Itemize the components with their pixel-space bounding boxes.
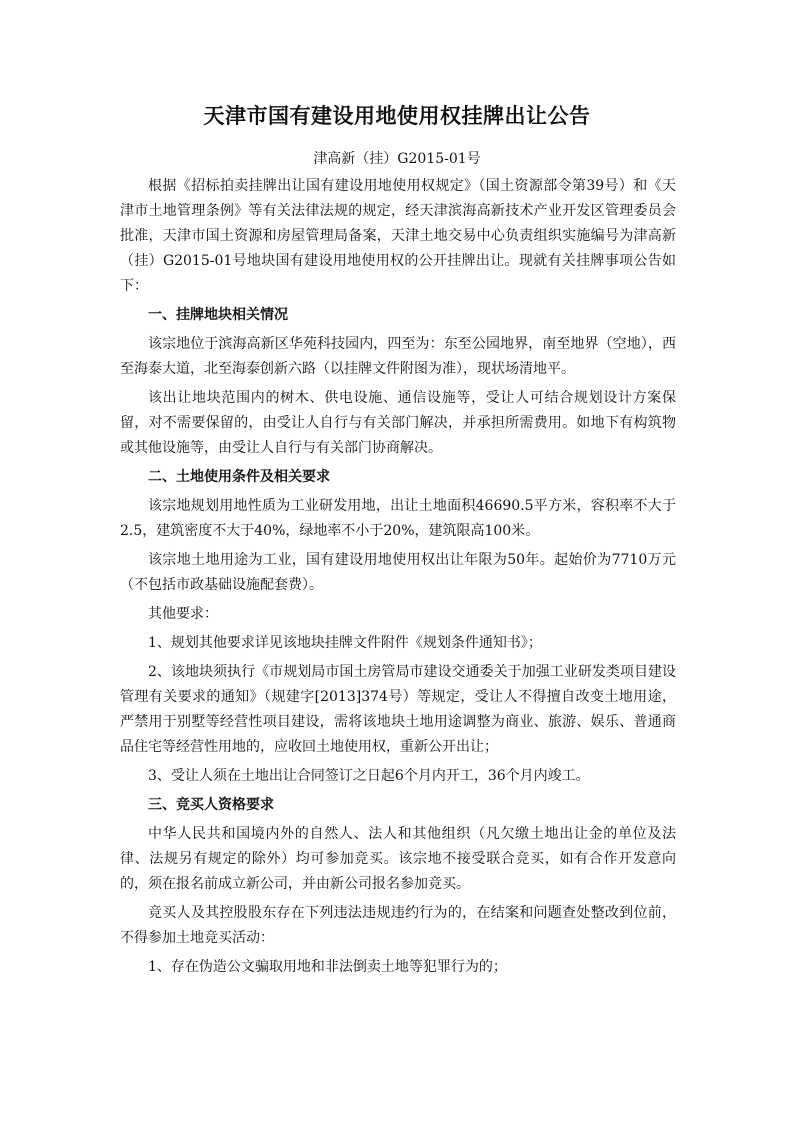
section1-heading: 一、挂牌地块相关情况 xyxy=(148,307,288,323)
other-requirements-label: 其他要求： xyxy=(148,606,218,622)
section2-heading: 二、土地使用条件及相关要求 xyxy=(148,469,330,485)
requirement-item-1: 1、规划其他要求详见该地块挂牌文件附件《规划条件通知书》； xyxy=(148,635,542,651)
section1-paragraph-2: 该出让地块范围内的树木、供电设施、通信设施等，受让人可结合规划设计方案保留，对不需要保留的，由受让人自行与有关部门解决，并承担所需费用。如地下有构筑物或其他设施等，由受让人自行与有关部门协商解决。 xyxy=(120,390,676,456)
section3-paragraph-2: 竞买人及其控股股东存在下列违法违规违约行为的，在结案和问题查处整改到位前，不得参加土地竞买活动： xyxy=(120,905,676,946)
section2-paragraph-1: 该宗地规划用地性质为工业研发用地，出让土地面积46690.5平方米，容积率不大于2.5，建筑密度不大于40%，绿地率不小于20%，建筑限高100米。 xyxy=(120,498,676,539)
section3-heading: 三、竞买人资格要求 xyxy=(148,797,274,813)
violation-item-1: 1、存在伪造公文骗取用地和非法倒卖土地等犯罪行为的； xyxy=(148,959,507,975)
section3-paragraph-1: 中华人民共和国境内外的自然人、法人和其他组织（凡欠缴土地出让金的单位及法律、法规另有规定的除外）均可参加竞买。该宗地不接受联合竞买，如有合作开发意向的，须在报名前成立新公司，并由新公司报名参加竞买。 xyxy=(120,826,676,892)
document-title: 天津市国有建设用地使用权挂牌出让公告 xyxy=(203,104,591,128)
requirement-item-2: 2、该地块须执行《市规划局市国土房管局市建设交通委关于加强工业研发类项目建设管理有关要求的通知》（规建字[2013]374号）等规定，受让人不得擅自改变土地用途，严禁用于别墅等经营性项目建设，需将该地块土地用途调整为商业、旅游、娱乐、普通商品住宅等经营性用地的，应收回土地使用权，重新公开出让； xyxy=(120,664,676,755)
section1-paragraph-1: 该宗地位于滨海高新区华苑科技园内，四至为：东至公园地界，南至地界（空地），西至海泰大道，北至海泰创新六路（以挂牌文件附图为准），现状场清地平。 xyxy=(120,336,676,377)
requirement-item-3: 3、受让人须在土地出让合同签订之日起6个月内开工，36个月内竣工。 xyxy=(148,768,590,784)
document-number: 津高新（挂）G2015-01号 xyxy=(313,151,481,167)
document-body xyxy=(120,174,676,980)
intro-paragraph: 根据《招标拍卖挂牌出让国有建设用地使用权规定》（国土资源部令第39号）和《天津市土地管理条例》等有关法律法规的规定，经天津滨海高新技术产业开发区管理委员会批准，天津市国土资源和房屋管理局备案，天津土地交易中心负责组织实施编号为津高新（挂）G2015-01号地块国有建设用地使用权的公开挂牌出让。现就有关挂牌事项公告如下： xyxy=(120,178,676,294)
section2-paragraph-2: 该宗地土地用途为工业，国有建设用地使用权出让年限为50年。起始价为7710万元（不包括市政基础设施配套费）。 xyxy=(120,552,676,593)
